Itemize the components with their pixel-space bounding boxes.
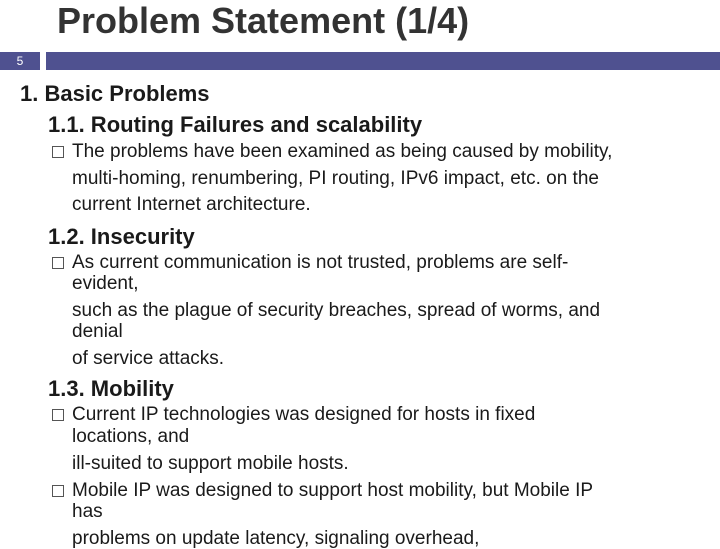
list-item — [52, 253, 568, 272]
title-divider-bar — [46, 52, 720, 70]
bullet-text: has — [72, 501, 103, 522]
bullet-text: Mobile IP was designed to support host mobility, but Mobile IP — [72, 480, 594, 501]
bullet-text: evident, — [72, 273, 139, 294]
slide-title: Problem Statement (1/4) — [57, 0, 470, 41]
bullet-text: denial — [72, 321, 123, 342]
bullet-text: Current IP technologies was designed for hosts in fixed — [72, 404, 536, 425]
list-item — [52, 142, 612, 161]
checkbox-bullet-icon — [52, 146, 64, 158]
bullet-text: locations, and — [72, 426, 190, 447]
bullet-text: of service attacks. — [72, 348, 225, 369]
list-item — [52, 405, 535, 424]
bullet-text: multi-homing, renumbering, PI routing, IPv6 impact, etc. on the — [72, 168, 599, 189]
checkbox-bullet-icon — [52, 409, 64, 421]
checkbox-bullet-icon — [52, 485, 64, 497]
bullet-text: current Internet architecture. — [72, 194, 311, 215]
bullet-text: ill-suited to support mobile hosts. — [72, 453, 349, 474]
heading-insecurity: 1.2. Insecurity — [48, 224, 195, 249]
checkbox-bullet-icon — [52, 257, 64, 269]
bullet-text: problems on update latency, signaling overhead, — [72, 528, 480, 549]
bullet-text: As current communication is not trusted, problems are self- — [72, 252, 569, 273]
bullet-text: The problems have been examined as being caused by mobility, — [72, 141, 613, 162]
bullet-text: such as the plague of security breaches, spread of worms, and — [72, 300, 601, 321]
heading-mobility: 1.3. Mobility — [48, 376, 174, 401]
list-item — [52, 481, 593, 500]
heading-routing-failures: 1.1. Routing Failures and scalability — [48, 112, 423, 137]
slide-number: 5 — [0, 52, 40, 70]
heading-basic-problems: 1. Basic Problems — [20, 81, 210, 106]
